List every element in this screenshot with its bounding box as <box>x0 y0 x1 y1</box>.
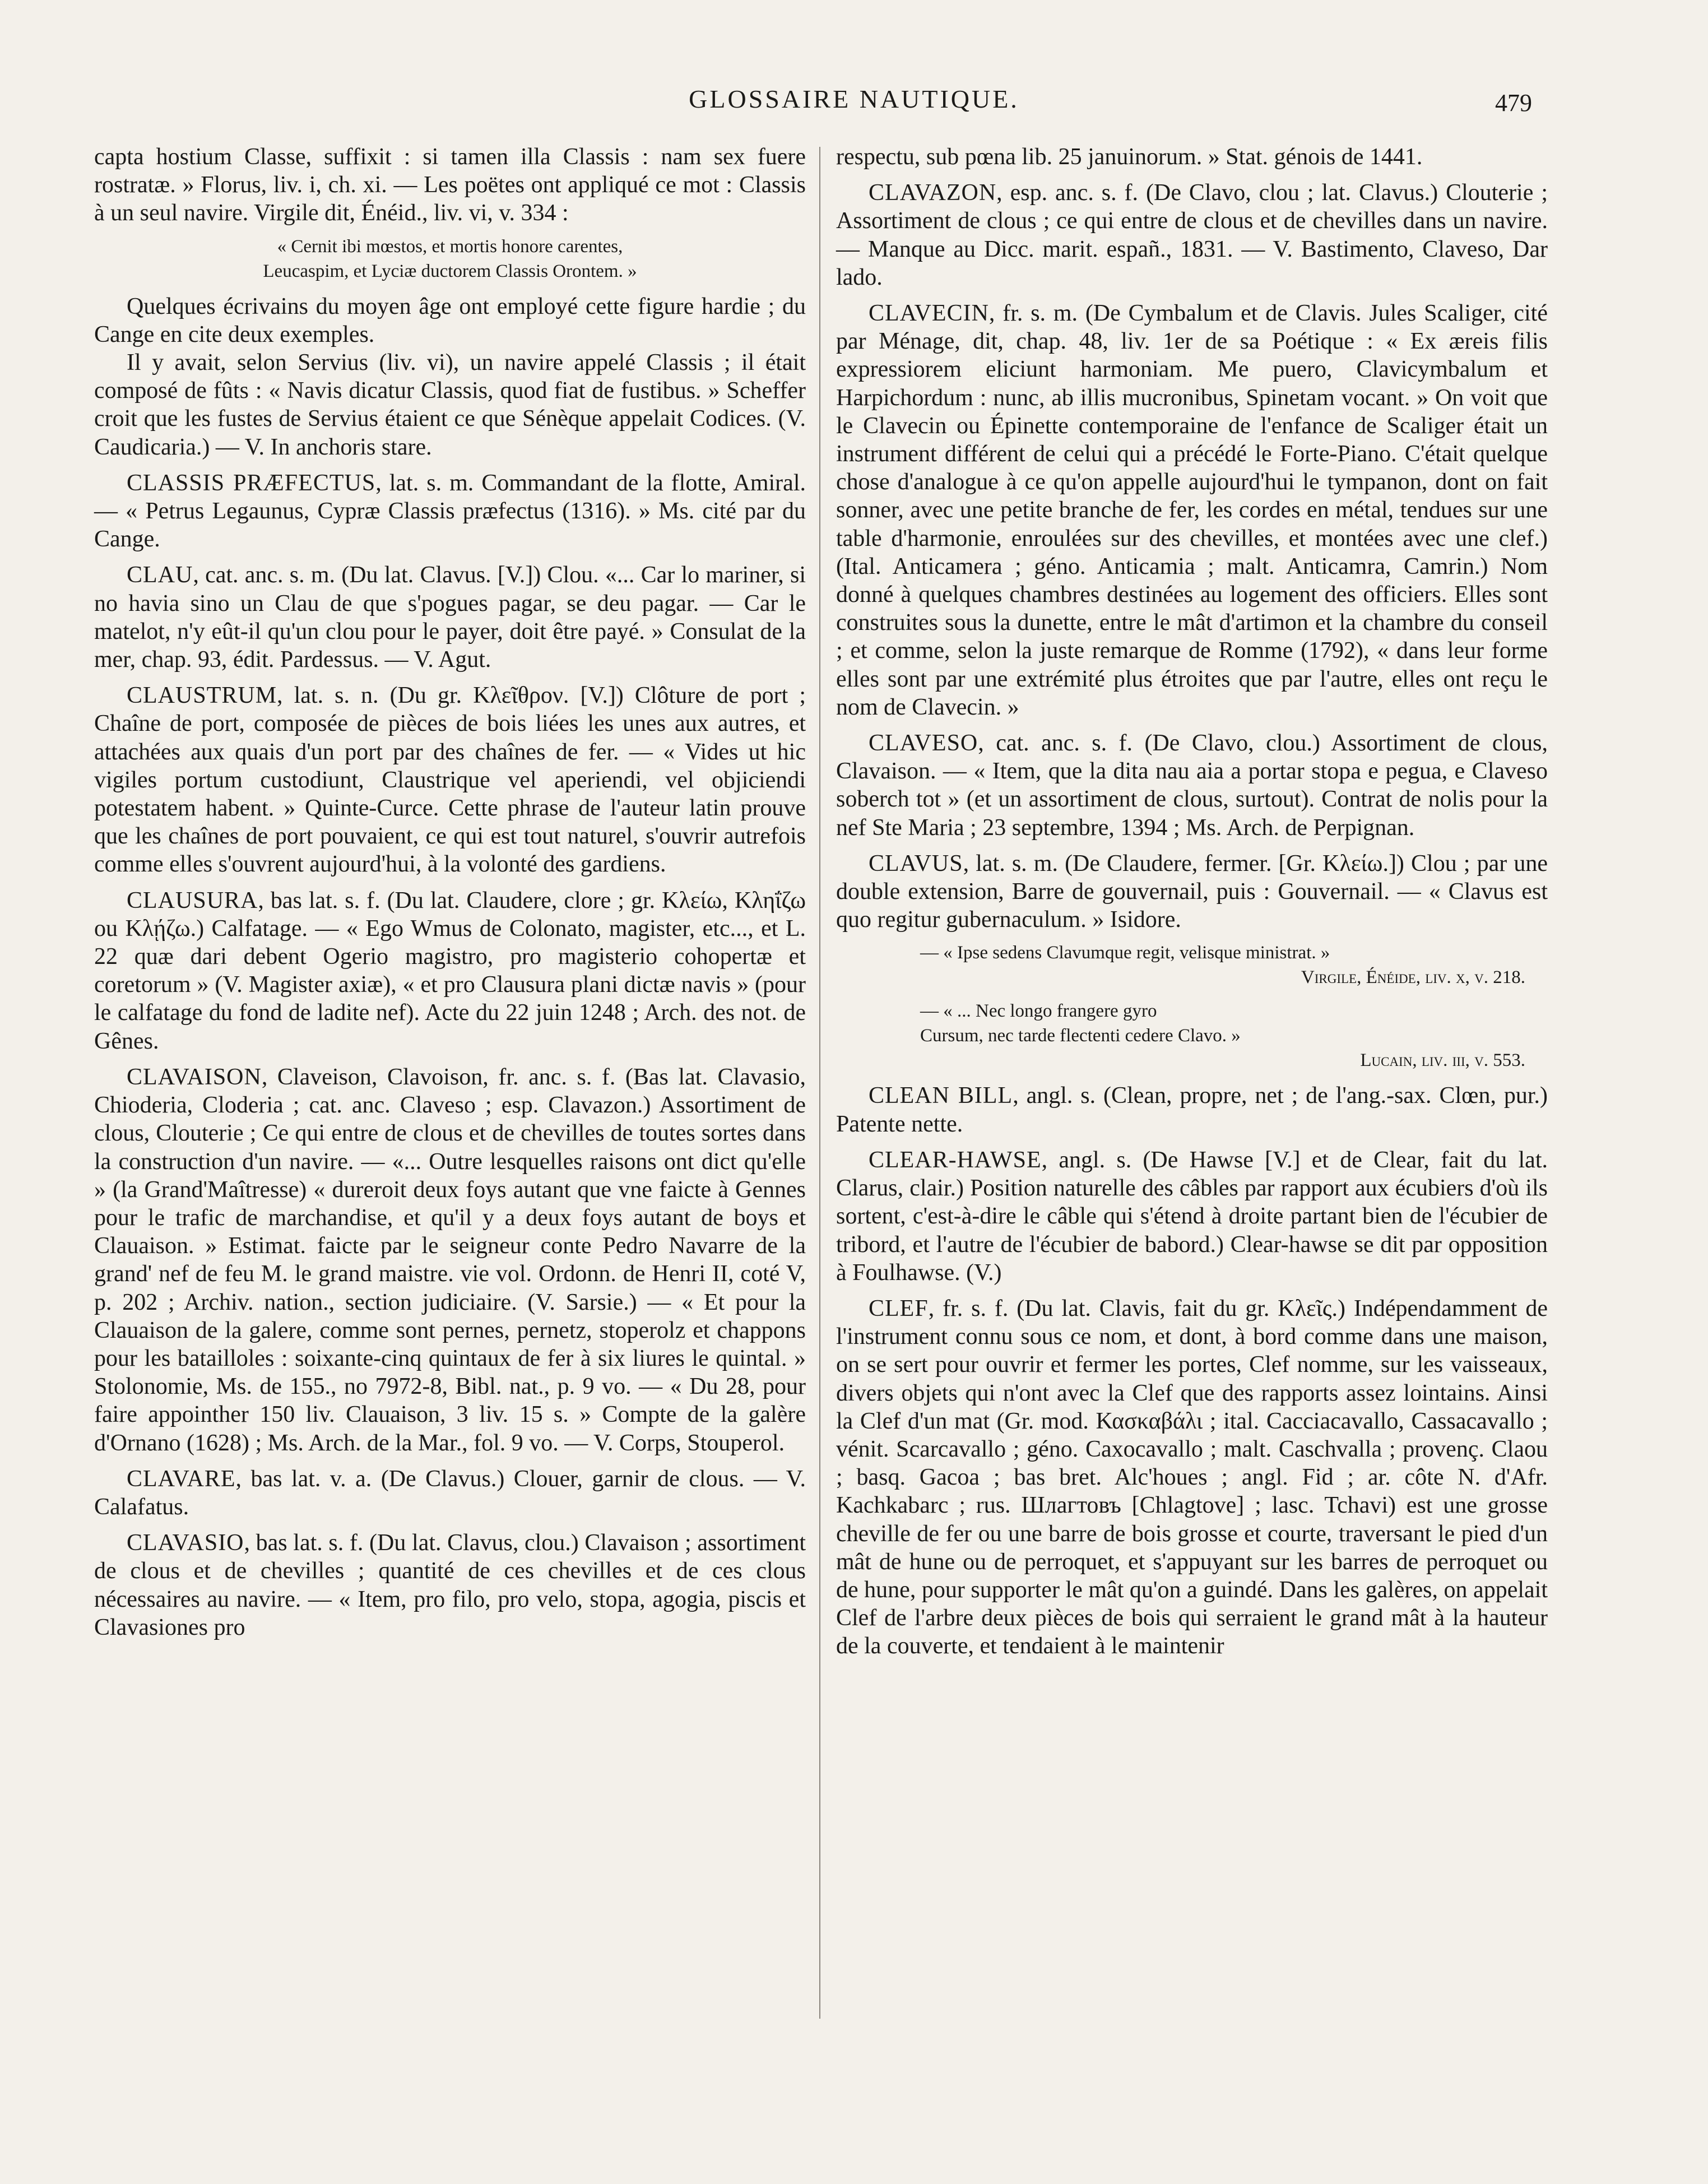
glossary-entry <box>836 179 1548 291</box>
verse-line: « Cernit ibi mœstos, et mortis honore carentes, <box>277 236 623 257</box>
glossary-entry <box>94 1529 806 1642</box>
entry-definition: , Claveison, Clavoison, fr. anc. s. f. (Bas lat. Clavasio, Chioderia, Cloderia ; cat. anc. Claveso ; esp. Clavazon.) Assortiment de clous, Clouterie ; Ce qui entre de clous et de chevilles de toutes sortes dans la construction d'un navire. — «... Outre lesquelles raisons ont dict qu'elle » (la Grand'Maîtresse) « dureroit deux foys autant que vne faicte à Gennes pour le trafic de marchandise, et qu'il y a deux foys autant de boys et Clauaison. » Estimat. faicte par le seigneur conte Pedro Navarre de la grand' nef de feu M. le grand maistre. vie vol. Ordonn. de Henri II, coté V, p. 202 ; Archiv. nation., section judiciaire. (V. Sarsie.) — « Et pour la Clauaison de la galere, comme sont pernes, pernetz, stoperolz et chappons pour les batailloles : soixante-cinq quintaux de fer à six liures le quintal. » Stolonomie, Ms. de 155., no 7972-8, Bibl. nat., p. 9 vo. — « Du 28, pour faire appointher 150 liv. Clauaison, 3 liv. 15 s. » Compte de la galère d'Ornano (1628) ; Ms. Arch. de la Mar., fol. 9 vo. — V. Corps, Stouperol. <box>94 1064 806 1456</box>
entry-headword: CLEF <box>869 1295 929 1321</box>
glossary-entry <box>94 681 806 878</box>
entry-definition: , bas lat. s. f. (Du lat. Claudere, clore ; gr. Κλείω, Κληΐζω ou Κλῄζω.) Calfatage. — « Ego Wmus de Colonato, magister, etc..., et L. 22 quæ dari debent Ogerio magistro, pro magisterio cohopertæ et coretorum » (V. Magister axiæ), « et pro Clausura plani dictæ navis » (pour le calfatage du fond de ladite nef). Acte du 22 juin 1248 ; Arch. des not. de Gênes. <box>94 887 806 1054</box>
verse-quotation <box>836 940 1548 990</box>
entry-definition: , cat. anc. s. m. (Du lat. Clavus. [V.]) Clou. «... Car lo mariner, si no havia sino un Clau de que s'pogues pagar, se deu pagar. — Car le matelot, n'y eût-il qu'un clou pour le payer, doit être payé. » Consulat de la mer, chap. 93, édit. Pardessus. — V. Agut. <box>94 562 806 673</box>
entry-definition: , angl. s. (De Hawse [V.] et de Clear, fait du lat. Clarus, clair.) Position naturelle des câbles par rapport aux écubiers d'où ils sortent, c'est-à-dire le câble qui s'étend à droite partant bien de l'écubier de tribord, et l'autre de l'écubier de babord.) Clear-hawse se dit par opposition à Foulhawse. (V.) <box>836 1147 1548 1286</box>
entry-headword: CLAVAISON <box>127 1064 262 1090</box>
entry-headword: CLEAR-HAWSE <box>869 1147 1042 1173</box>
entry-definition: , lat. s. n. (Du gr. Κλεῖθρον. [V.]) Clôture de port ; Chaîne de port, composée de pièces de bois liées les unes aux autres, et attachées aux quais d'un port par des chaînes de fer. — « Vides ut hic vigiles portum custodiunt, Claustrique vel aperiendi, vel objiciendi potestatem habent. » Quinte-Curce. Cette phrase de l'auteur latin prouve que les chaînes de port pouvaient, ce qui est tout naturel, s'ouvrir autrefois comme elles s'ouvrent aujourd'hui, à la volonté des gardiens. <box>94 683 806 878</box>
right-column <box>836 143 1548 2065</box>
entry-headword: CLAU <box>127 562 193 588</box>
glossary-entry <box>836 299 1548 721</box>
entry-definition: , bas lat. v. a. (De Clavus.) Clouer, garnir de clous. — V. Calafatus. <box>94 1466 806 1520</box>
entry-definition: , cat. anc. s. f. (De Clavo, clou.) Assortiment de clous, Clavaison. — « Item, que la dita nau aia a portar stopa e pegua, e Claveso soberch tot » (et un assortiment de clous, surtout). Contrat de nolis pour la nef Ste Maria ; 23 septembre, 1394 ; Ms. Arch. de Perpignan. <box>836 730 1548 841</box>
verse-line: Leucaspim, et Lyciæ ductorem Classis Orontem. » <box>263 261 637 281</box>
entry-definition: , lat. s. m. Commandant de la flotte, Amiral. — « Petrus Legaunus, Cypræ Classis præfectus (1316). » Ms. cité par du Cange. <box>94 470 806 553</box>
entry-headword: CLEAN BILL <box>869 1083 1013 1109</box>
glossary-entry <box>94 1465 806 1521</box>
glossary-entry <box>94 469 806 554</box>
left-column <box>94 143 806 2065</box>
entry-headword: CLAVASIO <box>127 1530 244 1556</box>
verse-line: Cursum, nec tarde flectenti cedere Clavo. » <box>920 1026 1241 1046</box>
entry-headword: CLAUSURA <box>127 887 258 914</box>
glossary-entry <box>836 850 1548 934</box>
running-head-title: GLOSSAIRE NAUTIQUE. <box>689 85 1019 113</box>
glossary-entry <box>836 1082 1548 1138</box>
quotation-attribution: Lucain, liv. iii, v. 553. <box>1360 1050 1525 1071</box>
verse-quotation <box>836 999 1548 1073</box>
entry-headword: CLAVAZON <box>869 180 997 206</box>
continued-paragraph: capta hostium Classe, suffixit : si tamen illa Classis : nam sex fuere rostratæ. » Florus, liv. i, ch. xi. — Les poëtes ont appliqué ce mot : Classis à un seul navire. Virgile dit, Énéid., liv. vi, v. 334 : <box>94 144 806 226</box>
entry-definition: , fr. s. f. (Du lat. Clavis, fait du gr. Κλεῖς.) Indépendamment de l'instrument connu sous ce nom, et dont, à bord comme dans une maison, on se sert pour ouvrir et fermer les portes, Clef nomme, sur les vaisseaux, divers objets qui n'ont avec la Clef que des rapports assez lointains. Ainsi la Clef d'un mat (Gr. mod. Κασκαβάλι ; ital. Cacciacavallo, Cassacavallo ; vénit. Scarcavallo ; géno. Caxocavallo ; malt. Caschvalla ; provenç. Claou ; basq. Gacoa ; bas bret. Alc'houes ; angl. Fid ; ar. côte N. d'Afr. Kachkabarc ; rus. Шлагтовъ [Chlagtove] ; lasc. Tchavi) est une grosse cheville de fer ou une barre de bois grosse et courte, traversant le pied d'un mât de hune ou de perroquet, et s'appuyant sur les barres de perroquet ou de hune, pour supporter le mât qu'on a guindé. Dans les galères, on appelait Clef de l'arbre deux pièces de bois qui serraient le grand mât à la hauteur de la couverte, et tendaient à le maintenir <box>836 1295 1548 1659</box>
column-divider <box>819 147 820 2019</box>
entry-definition: , esp. anc. s. f. (De Clavo, clou ; lat. Clavus.) Clouterie ; Assortiment de clous ; ce qui entre de clous et de chevilles dans un navire. — Manque au Dicc. marit. españ., 1831. — V. Bastimento, Claveso, Dar lado. <box>836 180 1548 290</box>
verse-line: — « Ipse sedens Clavumque regit, velisque ministrat. » <box>920 943 1330 963</box>
entry-definition: , angl. s. (Clean, propre, net ; de l'ang.-sax. Clœn, pur.) Patente nette. <box>836 1083 1548 1137</box>
entry-headword: CLAVECIN <box>869 300 989 327</box>
quotation-attribution: Virgile, Énéide, liv. x, v. 218. <box>1301 967 1525 988</box>
entry-headword: CLASSIS PRÆFECTUS <box>127 470 376 496</box>
continued-paragraph: respectu, sub pœna lib. 25 januinorum. » Stat. génois de 1441. <box>836 144 1423 170</box>
verse-line: — « ... Nec longo frangere gyro <box>920 1001 1157 1022</box>
entry-definition: , lat. s. m. (De Claudere, fermer. [Gr. Κλείω.]) Clou ; par une double extension, Barre de gouvernail, puis : Gouvernail. — « Clavus est quo regitur gubernaculum. » Isidore. <box>836 850 1548 933</box>
entry-headword: CLAVUS <box>869 850 963 877</box>
entry-headword: CLAUSTRUM <box>127 683 277 709</box>
verse-quotation <box>94 234 806 284</box>
paragraph: Il y avait, selon Servius (liv. vi), un navire appelé Classis ; il était composé de fûts : « Navis dicatur Classis, quod fiat de fustibus. » Scheffer croit que les fustes de Servius étaient ce que Sénèque appelait Codices. (V. Caudicaria.) — V. In anchoris stare. <box>94 350 806 460</box>
entry-headword: CLAVESO <box>869 730 978 757</box>
glossary-entry <box>94 561 806 674</box>
glossary-entry <box>836 1295 1548 1661</box>
page-number: 479 <box>1495 89 1532 117</box>
glossary-entry <box>836 1146 1548 1287</box>
entry-headword: CLAVARE <box>127 1466 236 1492</box>
glossary-entry <box>94 887 806 1055</box>
entry-definition: , bas lat. s. f. (Du lat. Clavus, clou.) Clavaison ; assortiment de clous et de chevilles ; quantité de ces chevilles et de ces clous nécessaires au navire. — « Item, pro filo, pro velo, stopa, agogia, piscis et Clavasiones pro <box>94 1530 806 1640</box>
glossary-entry <box>836 729 1548 842</box>
paragraph: Quelques écrivains du moyen âge ont employé cette figure hardie ; du Cange en cite deux exemples. <box>94 293 806 347</box>
entry-definition: , fr. s. m. (De Cymbalum et de Clavis. Jules Scaliger, cité par Ménage, dit, chap. 48, liv. 1er de sa Poétique : « Ex æreis filis expressiorem eliciunt harmoniam. Me puero, Clavicymbalum et Harpichordum : nunc, ab illis mucronibus, Spinetam vocant. » On voit que le Clavecin ou Épinette contemporaine de l'enfance de Scaliger était un instrument différent de celui qui a précédé le Forte-Piano. C'était quelque chose d'analogue à ce qu'on appelle aujourd'hui le tympanon, dont on fait sonner, avec une petite branche de fer, les cordes en métal, tendues sur une table d'harmonie, enroulées sur des chevilles, et montées avec une clef.) (Ital. Anticamera ; géno. Anticamia ; malt. Anticamra, Camrin.) Nom donné à quelques chambres destinées au logement des officiers. Elles sont construites sous la dunette, entre le mât d'artimon et la chambre du conseil ; et comme, selon la juste remarque de Romme (1792), « dans leur forme elles sont par une extrémité plus étroites que par l'autre, elles ont reçu le nom de Clavecin. » <box>836 300 1548 720</box>
glossary-entry <box>94 1063 806 1457</box>
